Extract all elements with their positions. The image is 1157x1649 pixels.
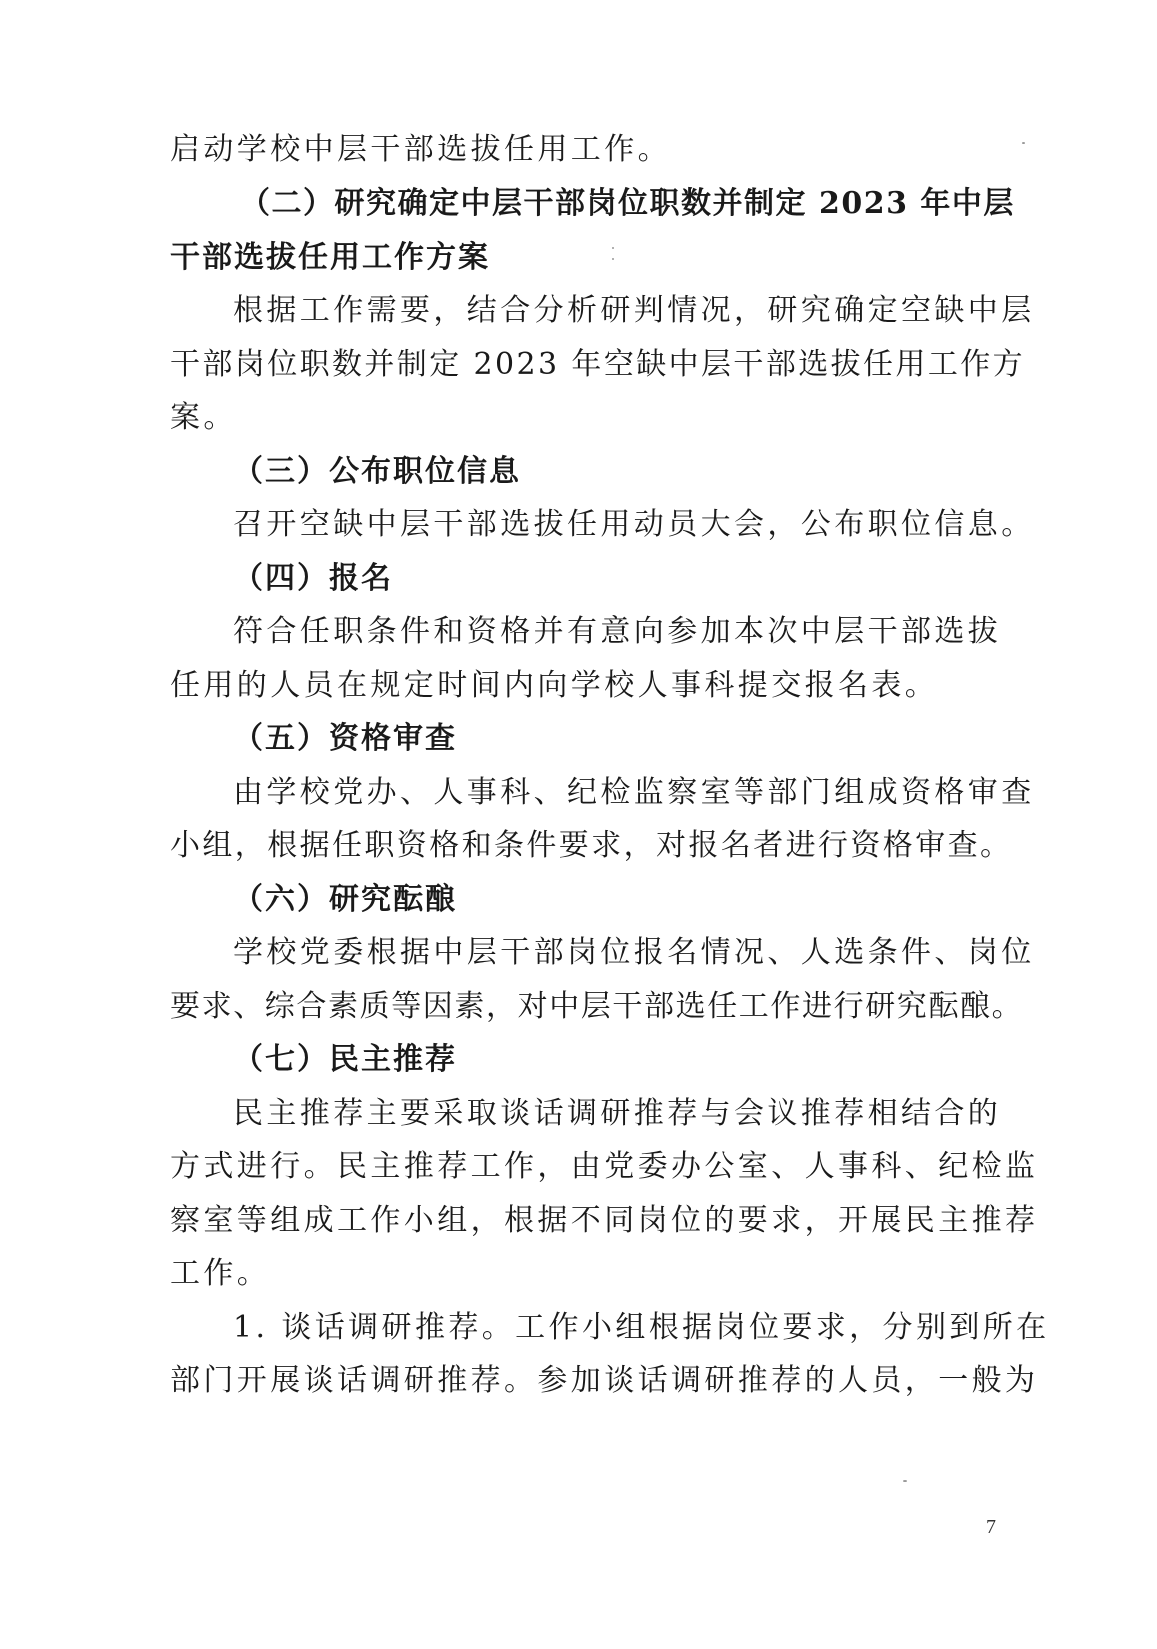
paragraph-line: 小组，根据任职资格和条件要求，对报名者进行资格审查。 xyxy=(170,828,1013,863)
paragraph-line: 案。 xyxy=(170,400,237,435)
paragraph-line: 方式进行。民主推荐工作，由党委办公室、人事科、纪检监 xyxy=(170,1149,1039,1184)
scan-speck xyxy=(1022,142,1025,144)
section-heading-2-continued: 干部选拔任用工作方案 xyxy=(170,240,490,275)
paragraph-line: 符合任职条件和资格并有意向参加本次中层干部选拔 xyxy=(233,614,1002,649)
paragraph-line: 工作。 xyxy=(170,1256,271,1291)
section-heading-5: （五）资格审查 xyxy=(233,721,457,756)
paragraph-line: 根据工作需要，结合分析研判情况，研究确定空缺中层 xyxy=(233,293,1035,328)
page-number: 7 xyxy=(986,1516,996,1538)
paragraph-line: 启动学校中层干部选拔任用工作。 xyxy=(170,132,671,167)
section-heading-6: （六）研究酝酿 xyxy=(233,882,457,917)
paragraph-line: 部门开展谈话调研推荐。参加谈话调研推荐的人员，一般为 xyxy=(170,1363,1039,1398)
scan-speck xyxy=(903,1480,907,1482)
paragraph-line: 任用的人员在规定时间内向学校人事科提交报名表。 xyxy=(170,668,939,703)
scan-speck xyxy=(612,247,614,249)
section-heading-3: （三）公布职位信息 xyxy=(233,454,521,489)
paragraph-line: 察室等组成工作小组，根据不同岗位的要求，开展民主推荐 xyxy=(170,1203,1039,1238)
paragraph-line: 1. 谈话调研推荐。工作小组根据岗位要求，分别到所在 xyxy=(233,1310,1050,1345)
paragraph-line: 民主推荐主要采取谈话调研推荐与会议推荐相结合的 xyxy=(233,1096,1002,1131)
section-heading-7: （七）民主推荐 xyxy=(233,1042,457,1077)
paragraph-line: 干部岗位职数并制定 2023 年空缺中层干部选拔任用工作方 xyxy=(170,347,1026,382)
paragraph-line: 由学校党办、人事科、纪检监察室等部门组成资格审查 xyxy=(233,775,1035,810)
section-heading-4: （四）报名 xyxy=(233,561,393,596)
section-heading-2: （二）研究确定中层干部岗位职数并制定 2023 年中层 xyxy=(240,186,1015,221)
paragraph-line: 召开空缺中层干部选拔任用动员大会，公布职位信息。 xyxy=(233,507,1035,542)
scan-speck xyxy=(612,258,614,260)
paragraph-line: 学校党委根据中层干部岗位报名情况、人选条件、岗位 xyxy=(233,935,1035,970)
paragraph-line: 要求、综合素质等因素，对中层干部选任工作进行研究酝酿。 xyxy=(170,989,1024,1024)
